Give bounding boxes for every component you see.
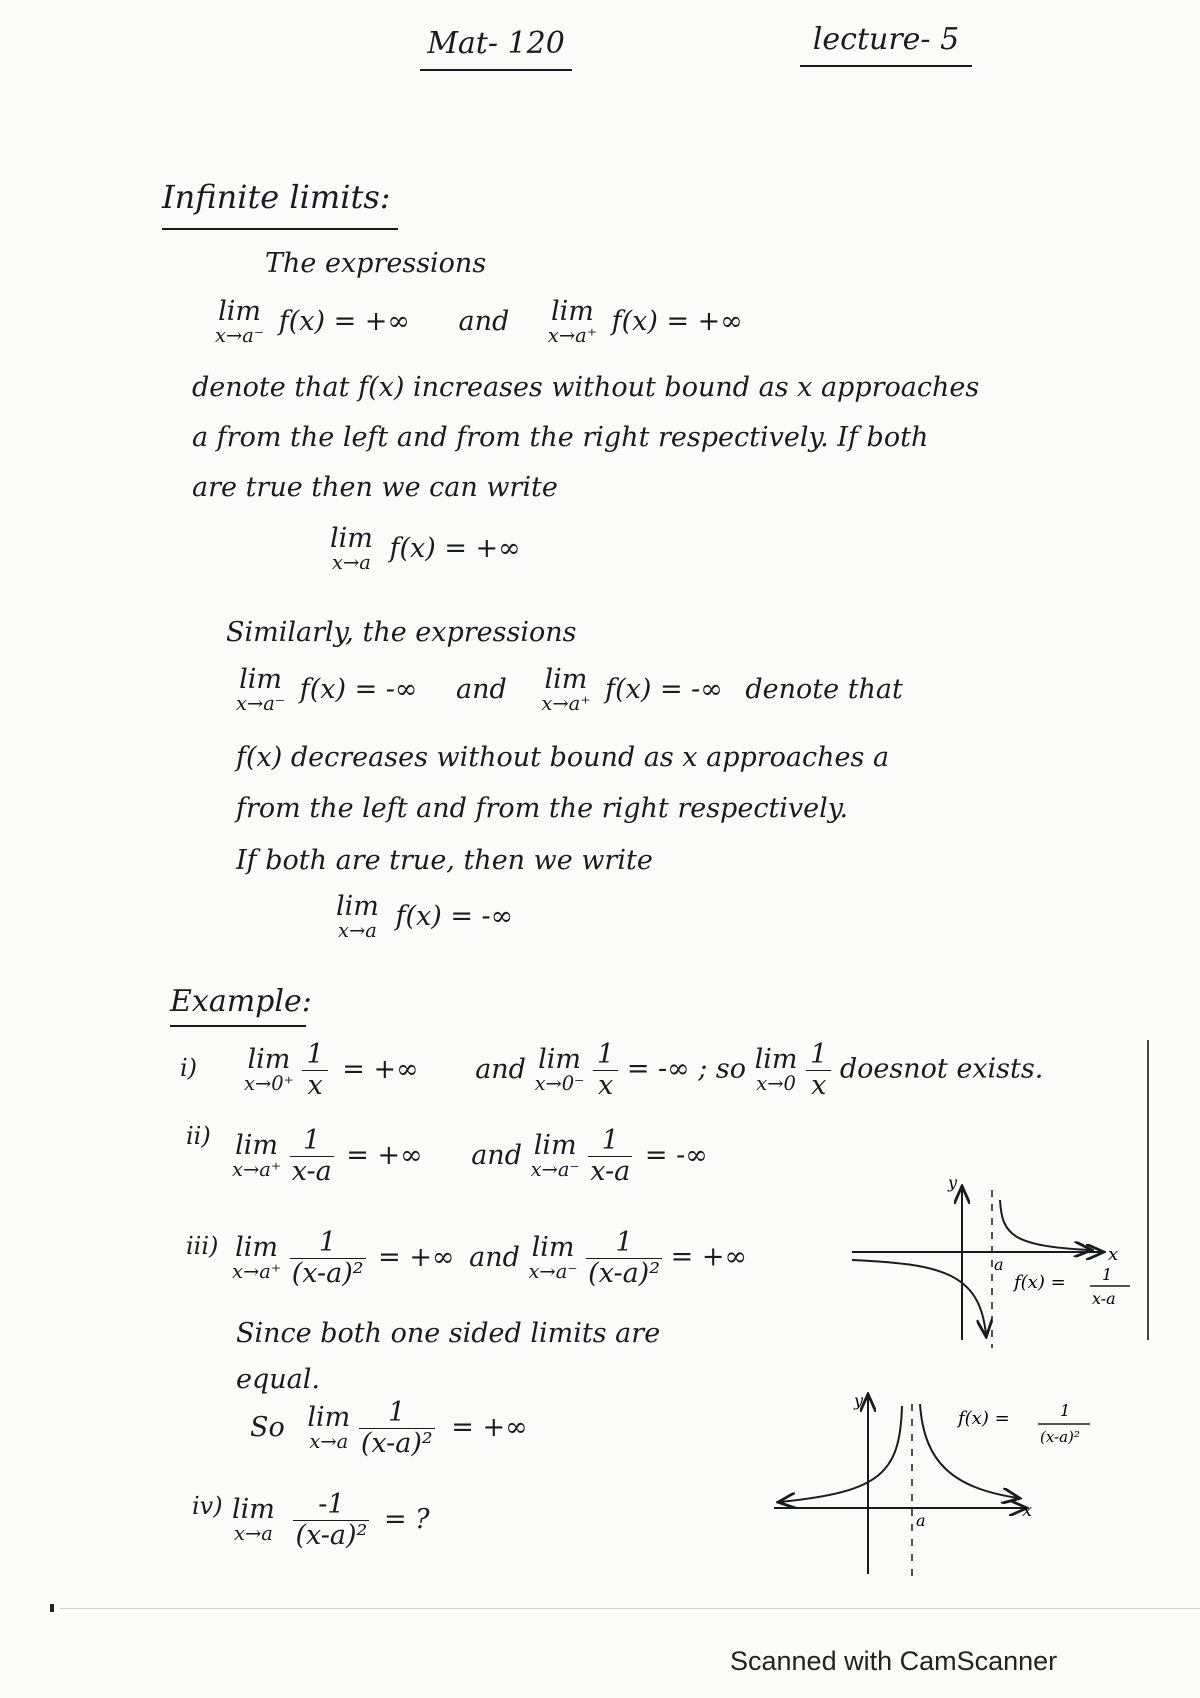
lecture-number: lecture- 5 (800, 22, 972, 67)
example-ii-label: ii) (186, 1122, 211, 1150)
intro-text: The expressions (265, 248, 487, 279)
graph-reciprocal-squared (760, 1384, 1170, 1584)
graph-1-function-label: f(x) = (1014, 1272, 1066, 1293)
camscanner-watermark: Scanned with CamScanner (730, 1646, 1058, 1676)
since-text-line-1: Since both one sided limits are (236, 1318, 661, 1349)
section-title: Infinite limits: (162, 178, 398, 230)
example-i-label: i) (180, 1054, 198, 1082)
paragraph-1-line-3: are true then we can write (192, 472, 558, 503)
similarly-text: Similarly, the expressions (226, 617, 577, 648)
graph-2-function-num: 1 (1060, 1401, 1071, 1420)
two-sided-limit-plus-infinity: lim x→a f(x) = +∞ (330, 523, 521, 575)
paragraph-2-line-2: from the left and from the right respectively. (236, 793, 849, 824)
graph-2-function-den: (x-a)² (1040, 1428, 1080, 1446)
graph-2-x-label: x (1022, 1500, 1033, 1521)
course-code: Mat- 120 (420, 26, 572, 71)
limit-expression-plus-infinity: lim x→a⁻ f(x) = +∞ and lim x→a⁺ f(x) = +∞ (215, 296, 743, 348)
example-ii: lim x→a⁺ $\frac{1}{x-a}$ = +∞ and lim x→a⁻ $\frac{1}{x-a}$ = -∞ (232, 1125, 708, 1187)
graph-2-left-branch (780, 1406, 902, 1502)
paragraph-2-line-3: If both are true, then we write (236, 845, 653, 876)
graph-2-function-label: f(x) = (958, 1408, 1010, 1429)
example-iii: lim x→a⁺ $\frac{1}{\text{(x-a)²}}$ = +∞ and lim x→a⁻ $\frac{1}{\text{(x-a)²}}$ = +∞ (232, 1227, 747, 1289)
example-i: lim x→0⁺ $\frac{1}{x}$ = +∞ and lim x→0⁻ $\frac{1}{x}$ = -∞ ; so lim x→0 $\frac{1}{x}$ doesnot exists. (244, 1039, 1044, 1101)
example-iii-label: iii) (186, 1232, 219, 1260)
scan-edge-line (1147, 1040, 1149, 1340)
scan-bottom-line (60, 1608, 1200, 1609)
graph-1-function-num: 1 (1102, 1265, 1113, 1284)
scan-mark (50, 1604, 54, 1612)
graph-1-right-branch (1000, 1200, 1090, 1250)
example-iii-conclusion: So lim x→a $\frac{1}{\text{(x-a)²}}$ = +∞ (250, 1397, 528, 1459)
example-iv: lim x→a $\frac{-1}{\text{(x-a)²}}$ = ? (232, 1489, 430, 1551)
graph-1-y-label: y (948, 1173, 958, 1192)
graph-2-y-label: y (854, 1391, 864, 1410)
paragraph-1-line-1: denote that f(x) increases without bound as x approaches (192, 372, 980, 403)
graph-reciprocal (840, 1160, 1160, 1350)
limit-expression-minus-infinity: lim x→a⁻ f(x) = -∞ and lim x→a⁺ f(x) = -∞ denote that (236, 664, 903, 716)
example-title: Example: (170, 984, 306, 1027)
paragraph-2-line-1: f(x) decreases without bound as x approaches a (236, 742, 890, 773)
graph-1-left-branch (852, 1260, 986, 1335)
limit-right: lim x→a⁺ (547, 296, 597, 348)
graph-1-function-den: x-a (1092, 1289, 1116, 1308)
graph-2-a-label: a (916, 1511, 926, 1530)
two-sided-limit-minus-infinity: lim x→a f(x) = -∞ (336, 891, 514, 943)
graph-1-x-label: x (1108, 1244, 1119, 1265)
limit-left: lim x→a⁻ (215, 296, 265, 348)
since-text-line-2: equal. (236, 1364, 320, 1395)
paragraph-1-line-2: a from the left and from the right respectively. If both (192, 422, 929, 453)
example-iv-label: iv) (192, 1492, 223, 1520)
graph-1-a-label: a (994, 1255, 1004, 1274)
